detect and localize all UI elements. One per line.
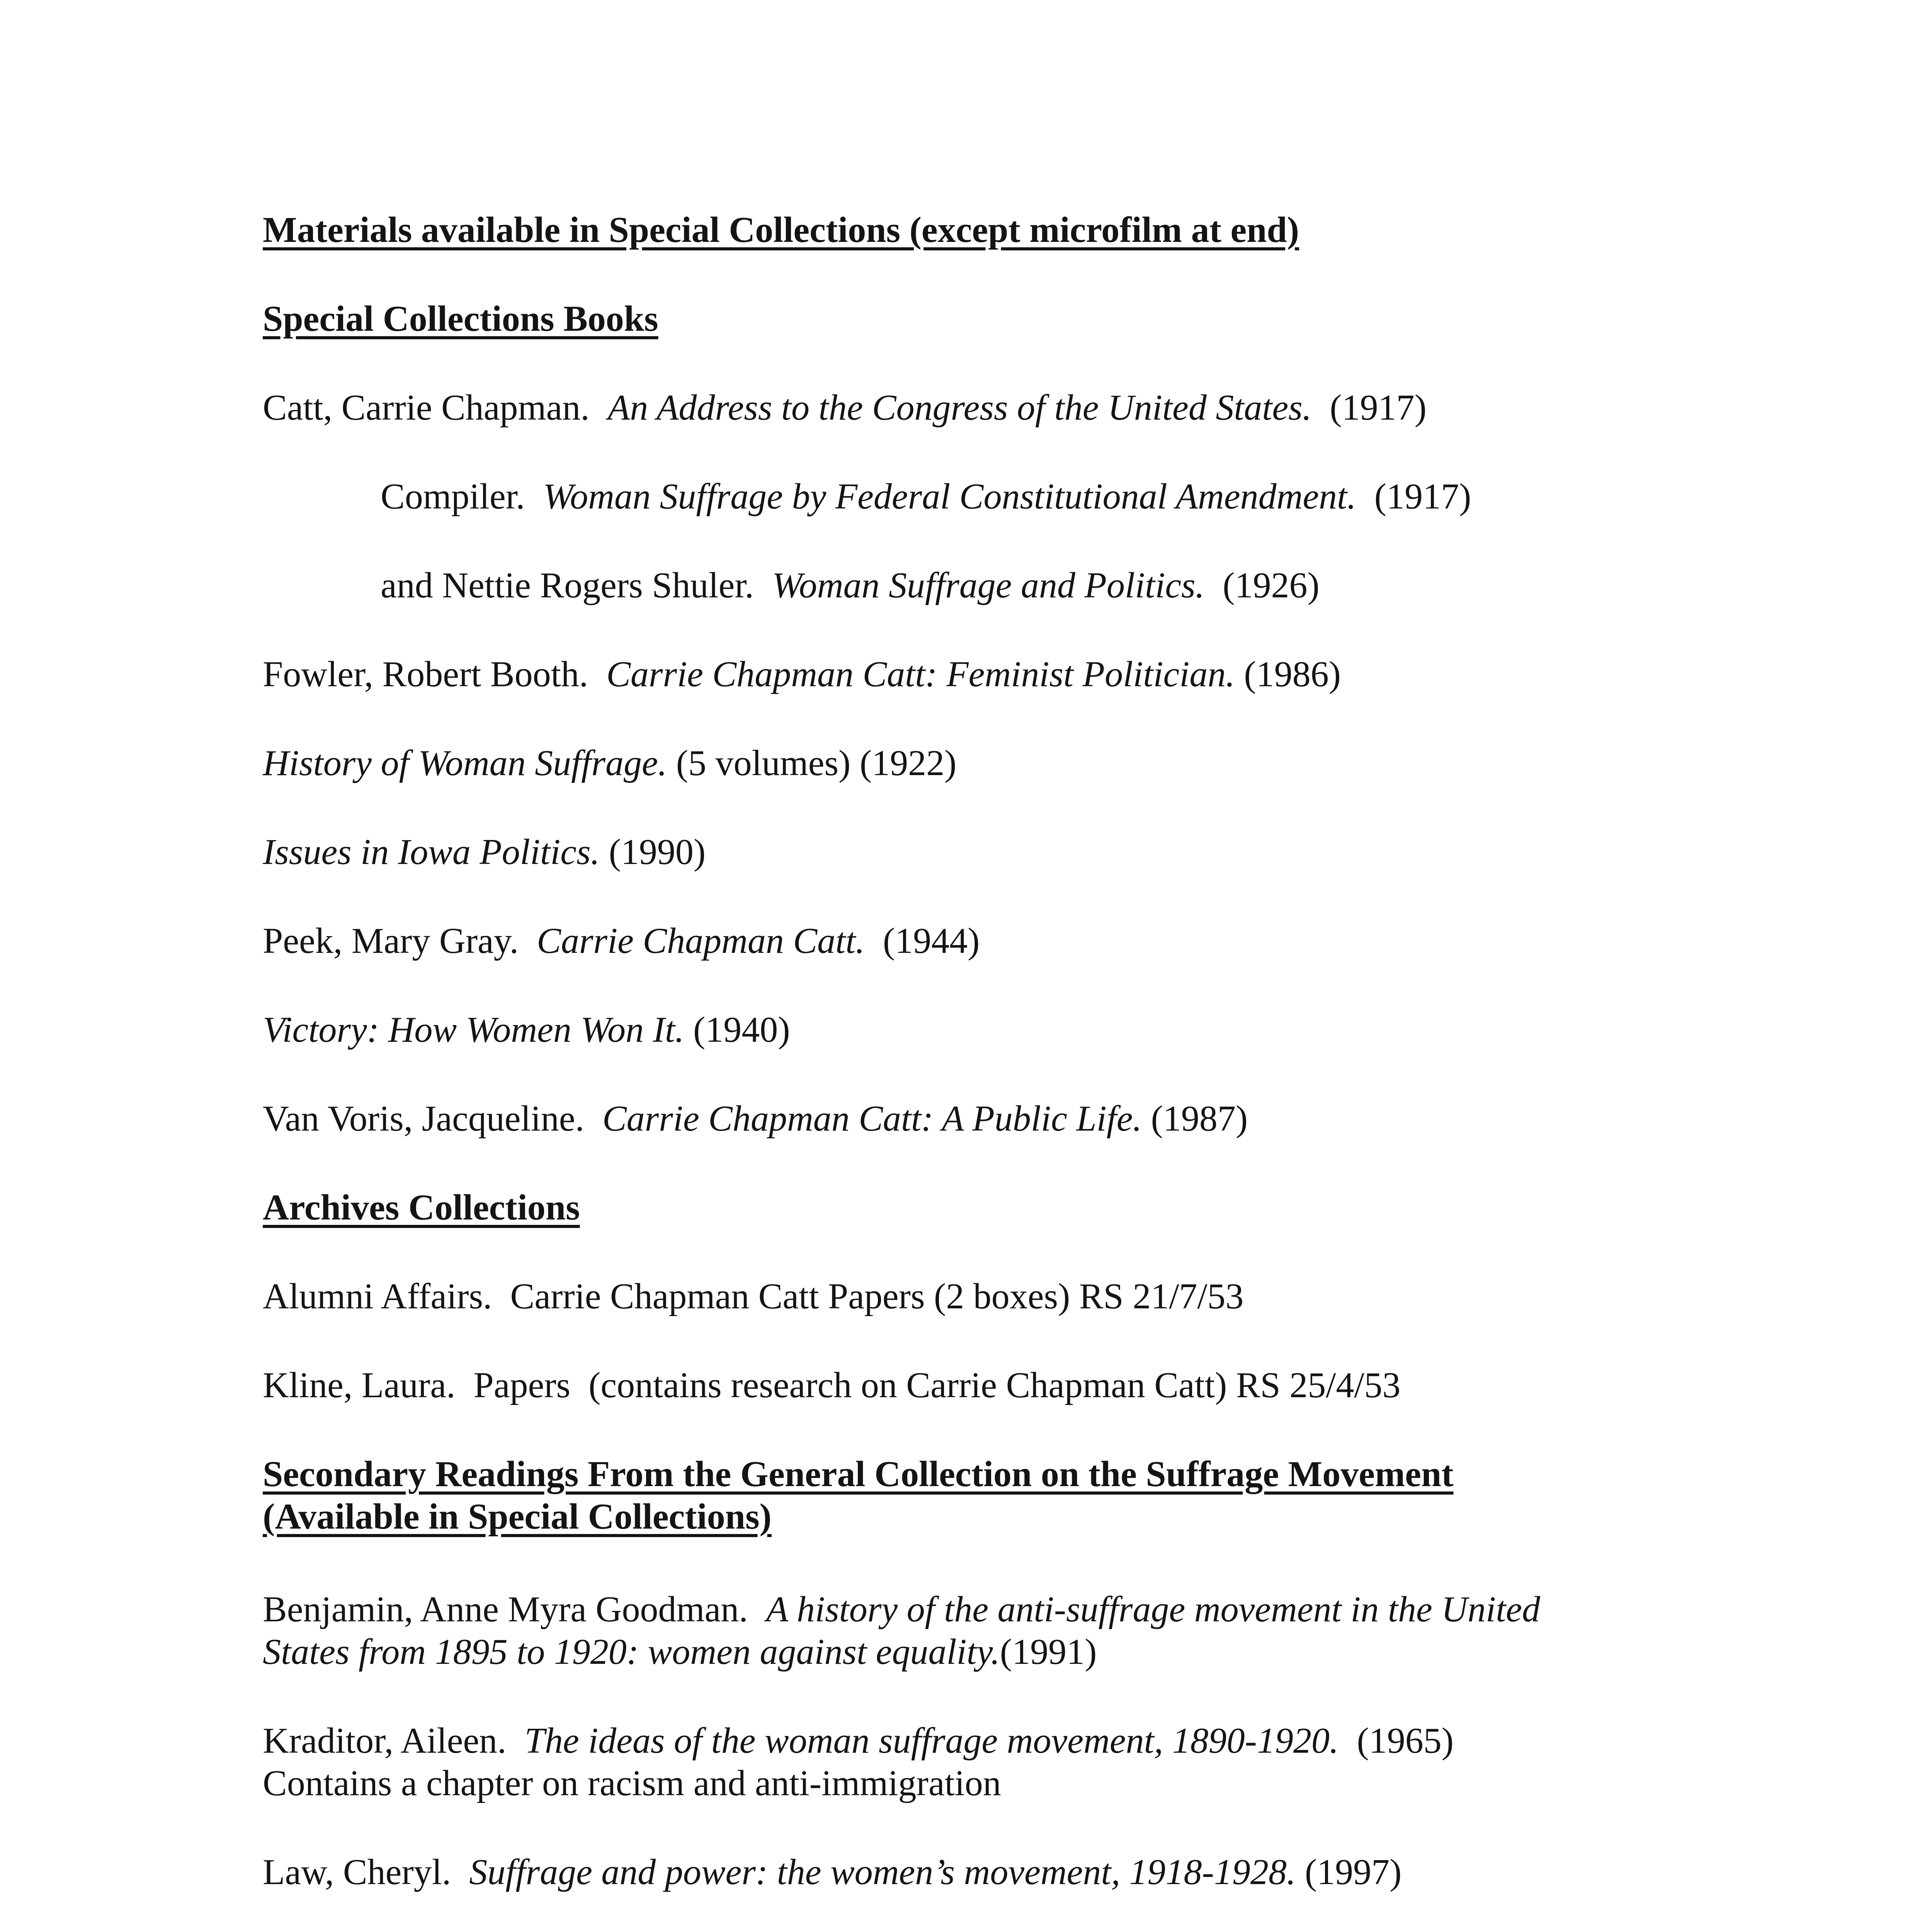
secondary-entry-note: Contains a chapter on racism and anti-immigration	[263, 1763, 1001, 1803]
archive-entry: Kline, Laura. Papers (contains research on Carrie Chapman Catt) RS 25/4/53	[263, 1365, 1401, 1405]
book-entry: Victory: How Women Won It. (1940)	[263, 1010, 790, 1050]
book-entry: History of Woman Suffrage. (5 volumes) (1922)	[263, 743, 957, 783]
section-heading-secondary: Secondary Readings From the General Collection on the Suffrage Movement	[263, 1454, 1454, 1494]
book-entry: Fowler, Robert Booth. Carrie Chapman Catt: Feminist Politician. (1986)	[263, 654, 1341, 694]
section-heading-secondary-sub: (Available in Special Collections)	[263, 1497, 772, 1537]
book-entry: and Nettie Rogers Shuler. Woman Suffrage and Politics. (1926)	[381, 565, 1320, 605]
secondary-entry: Kraditor, Aileen. The ideas of the woman suffrage movement, 1890-1920. (1965)	[263, 1721, 1454, 1761]
section-heading-archives: Archives Collections	[263, 1187, 580, 1228]
book-entry: Issues in Iowa Politics. (1990)	[263, 832, 706, 872]
book-entry: Peek, Mary Gray. Carrie Chapman Catt. (1944)	[263, 921, 980, 961]
secondary-entry: Law, Cheryl. Suffrage and power: the women’s movement, 1918-1928. (1997)	[263, 1852, 1402, 1892]
book-entry: Van Voris, Jacqueline. Carrie Chapman Catt: A Public Life. (1987)	[263, 1099, 1248, 1139]
archive-entry: Alumni Affairs. Carrie Chapman Catt Papers (2 boxes) RS 21/7/53	[263, 1276, 1244, 1316]
section-heading-books: Special Collections Books	[263, 299, 658, 339]
main-heading: Materials available in Special Collections (except microfilm at end)	[263, 210, 1299, 250]
secondary-entry-cont: States from 1895 to 1920: women against equality.(1991)	[263, 1632, 1097, 1672]
secondary-entry: Benjamin, Anne Myra Goodman. A history of the anti-suffrage movement in the United	[263, 1589, 1541, 1629]
book-entry: Catt, Carrie Chapman. An Address to the Congress of the United States. (1917)	[263, 388, 1427, 428]
book-entry: Compiler. Woman Suffrage by Federal Constitutional Amendment. (1917)	[381, 476, 1471, 517]
